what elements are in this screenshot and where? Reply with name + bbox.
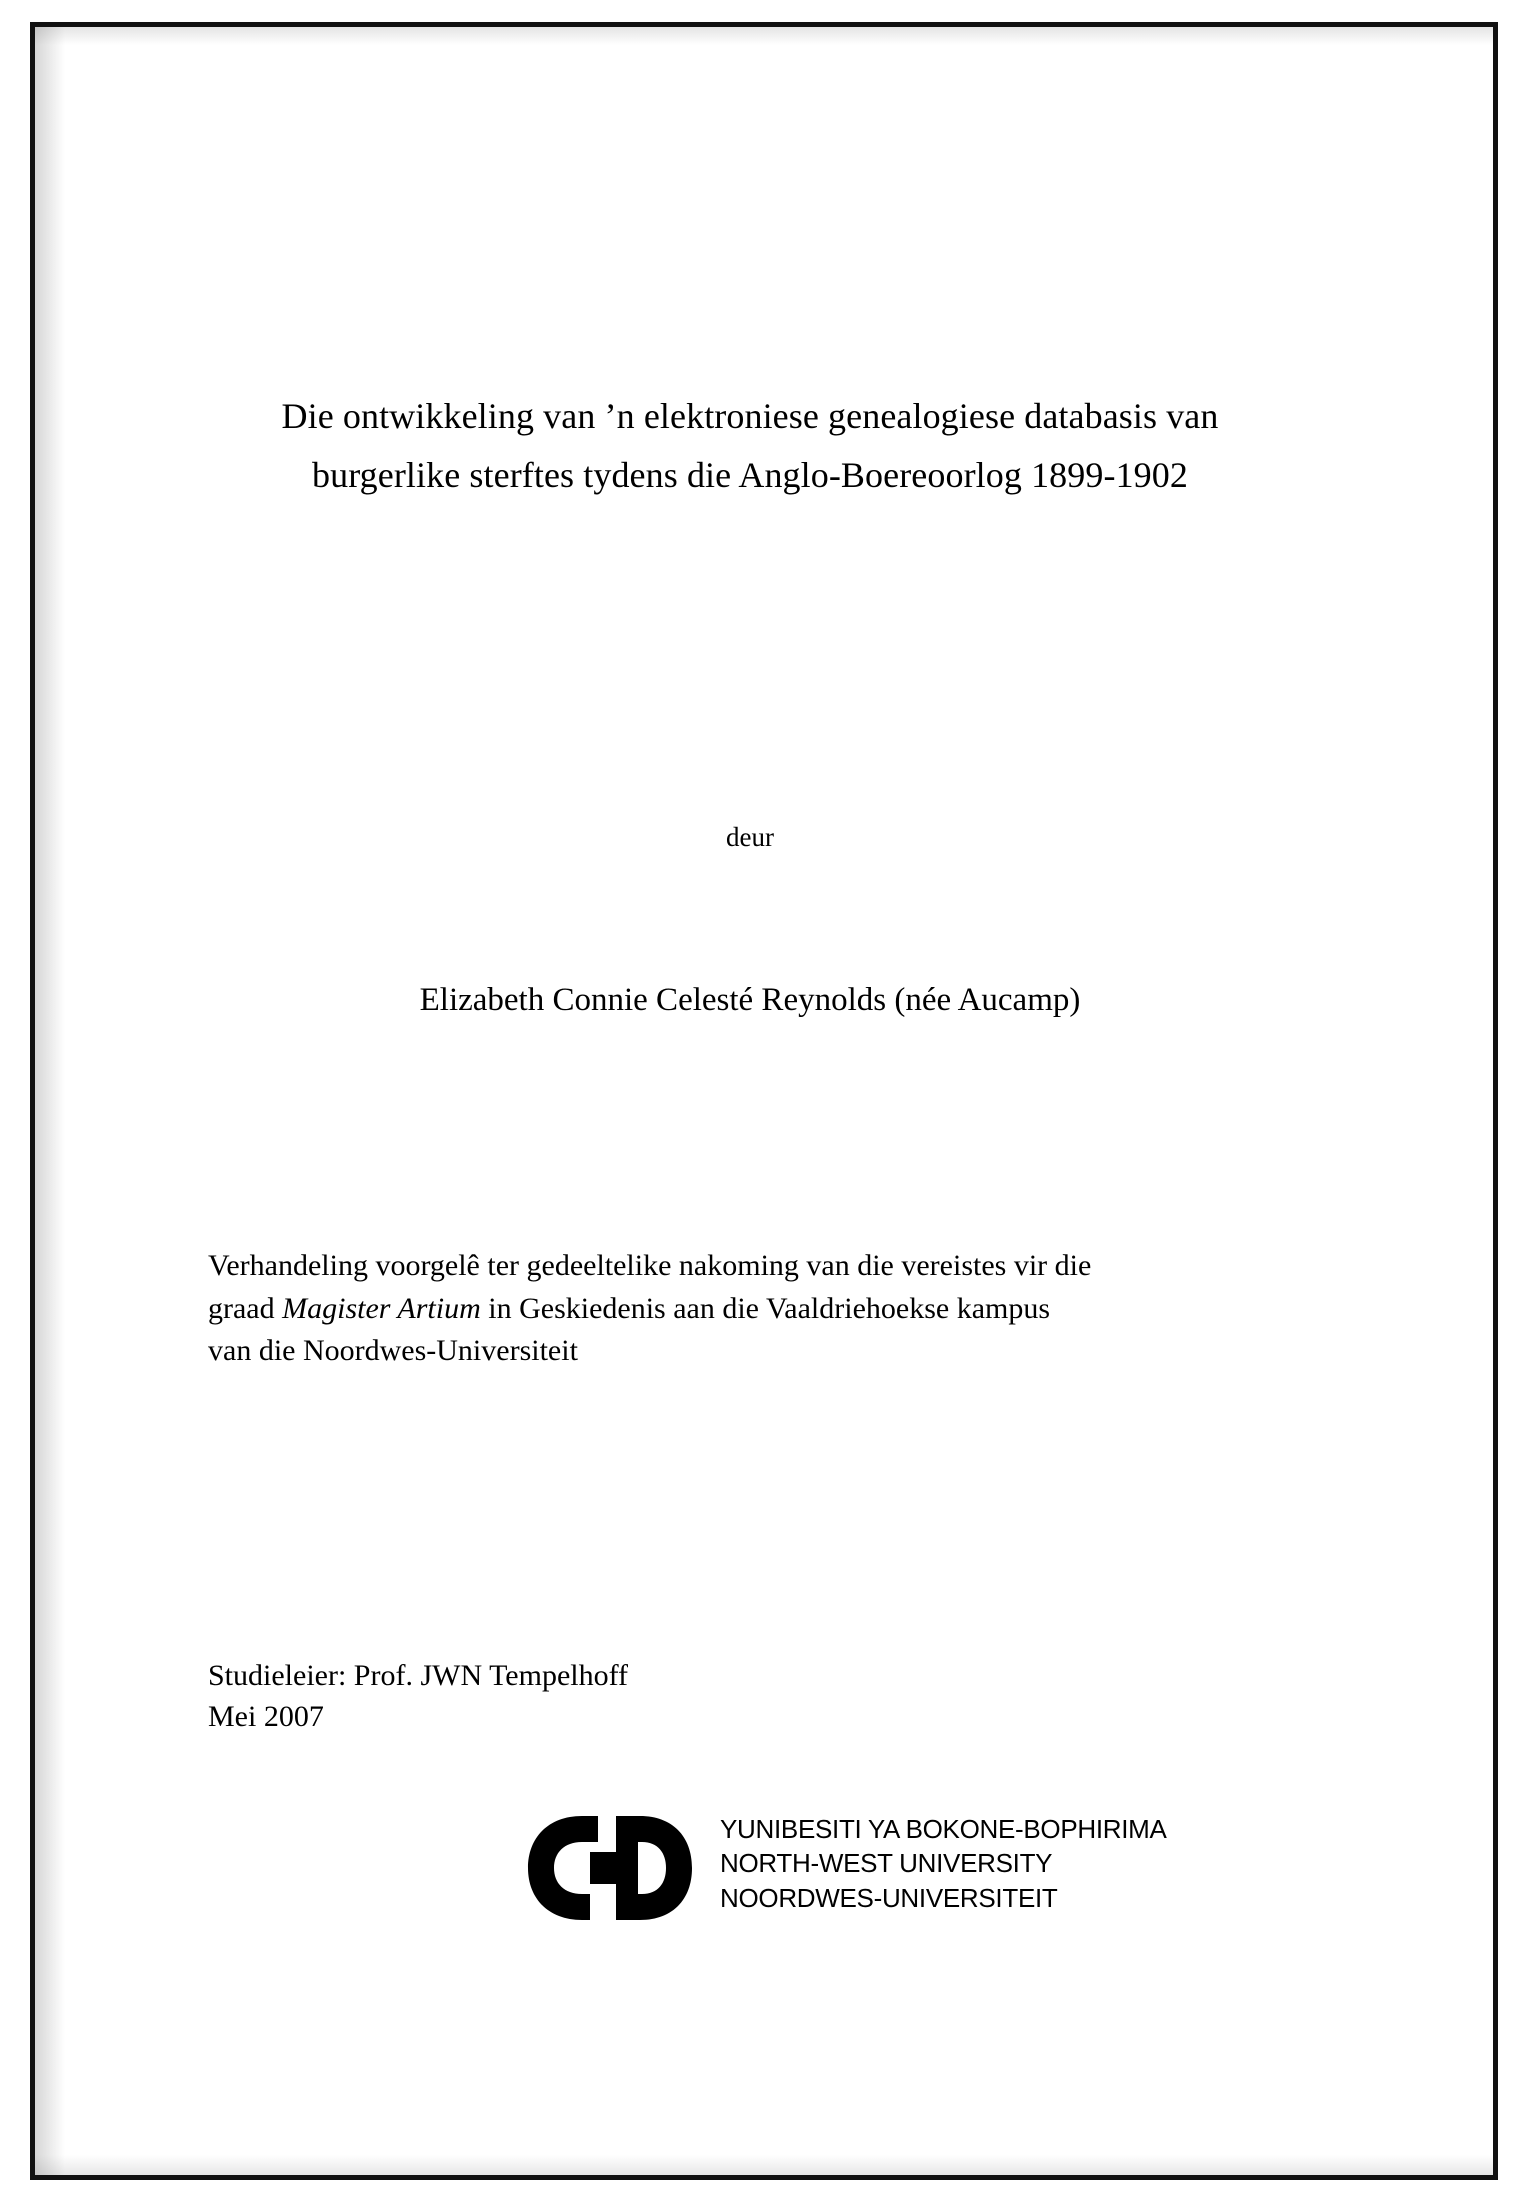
supervisor-line: Studieleier: Prof. JWN Tempelhoff <box>208 1659 629 1692</box>
degree-statement-line-2 <box>208 1288 1290 1331</box>
title-line-1: Die ontwikkeling van ’n elektroniese genealogiese databasis van <box>281 396 1219 436</box>
logo-line-1: YUNIBESITI YA BOKONE-BOPHIRIMA <box>720 1814 1167 1844</box>
degree-statement-line-2-prefix: graad <box>208 1291 283 1325</box>
nwu-emblem-icon <box>520 1808 710 1928</box>
university-logo <box>480 1802 1240 1942</box>
supervisor-block <box>208 1655 1208 1738</box>
logo-wordmark <box>720 1812 1167 1915</box>
degree-statement-line-3: van die Noordwes-Universiteit <box>208 1334 578 1368</box>
page-content-area <box>35 27 1493 2175</box>
degree-statement-line-1: Verhandeling voorgelê ter gedeeltelike nakoming van die vereistes vir die <box>208 1249 1092 1282</box>
logo-line-3: NOORDWES-UNIVERSITEIT <box>720 1882 1058 1913</box>
by-word: deur <box>726 822 774 852</box>
date-line: Mei 2007 <box>208 1700 324 1734</box>
author-name: Elizabeth Connie Celesté Reynolds (née Aucamp) <box>419 982 1081 1018</box>
logo-line-2: NORTH-WEST UNIVERSITY <box>720 1848 1053 1879</box>
title-line-2: burgerlike sterftes tydens die Anglo-Boereoorlog 1899-1902 <box>312 455 1188 496</box>
scan-edge-shading-left <box>35 27 65 2175</box>
title-page-content <box>180 27 1320 2175</box>
degree-statement <box>208 1245 1290 1373</box>
scanned-page <box>30 22 1498 2180</box>
degree-statement-line-2-suffix: in Geskiedenis aan die Vaaldriehoekse kampus <box>480 1291 1051 1325</box>
degree-name-italic: Magister Artium <box>282 1291 481 1325</box>
page-title <box>180 387 1320 506</box>
